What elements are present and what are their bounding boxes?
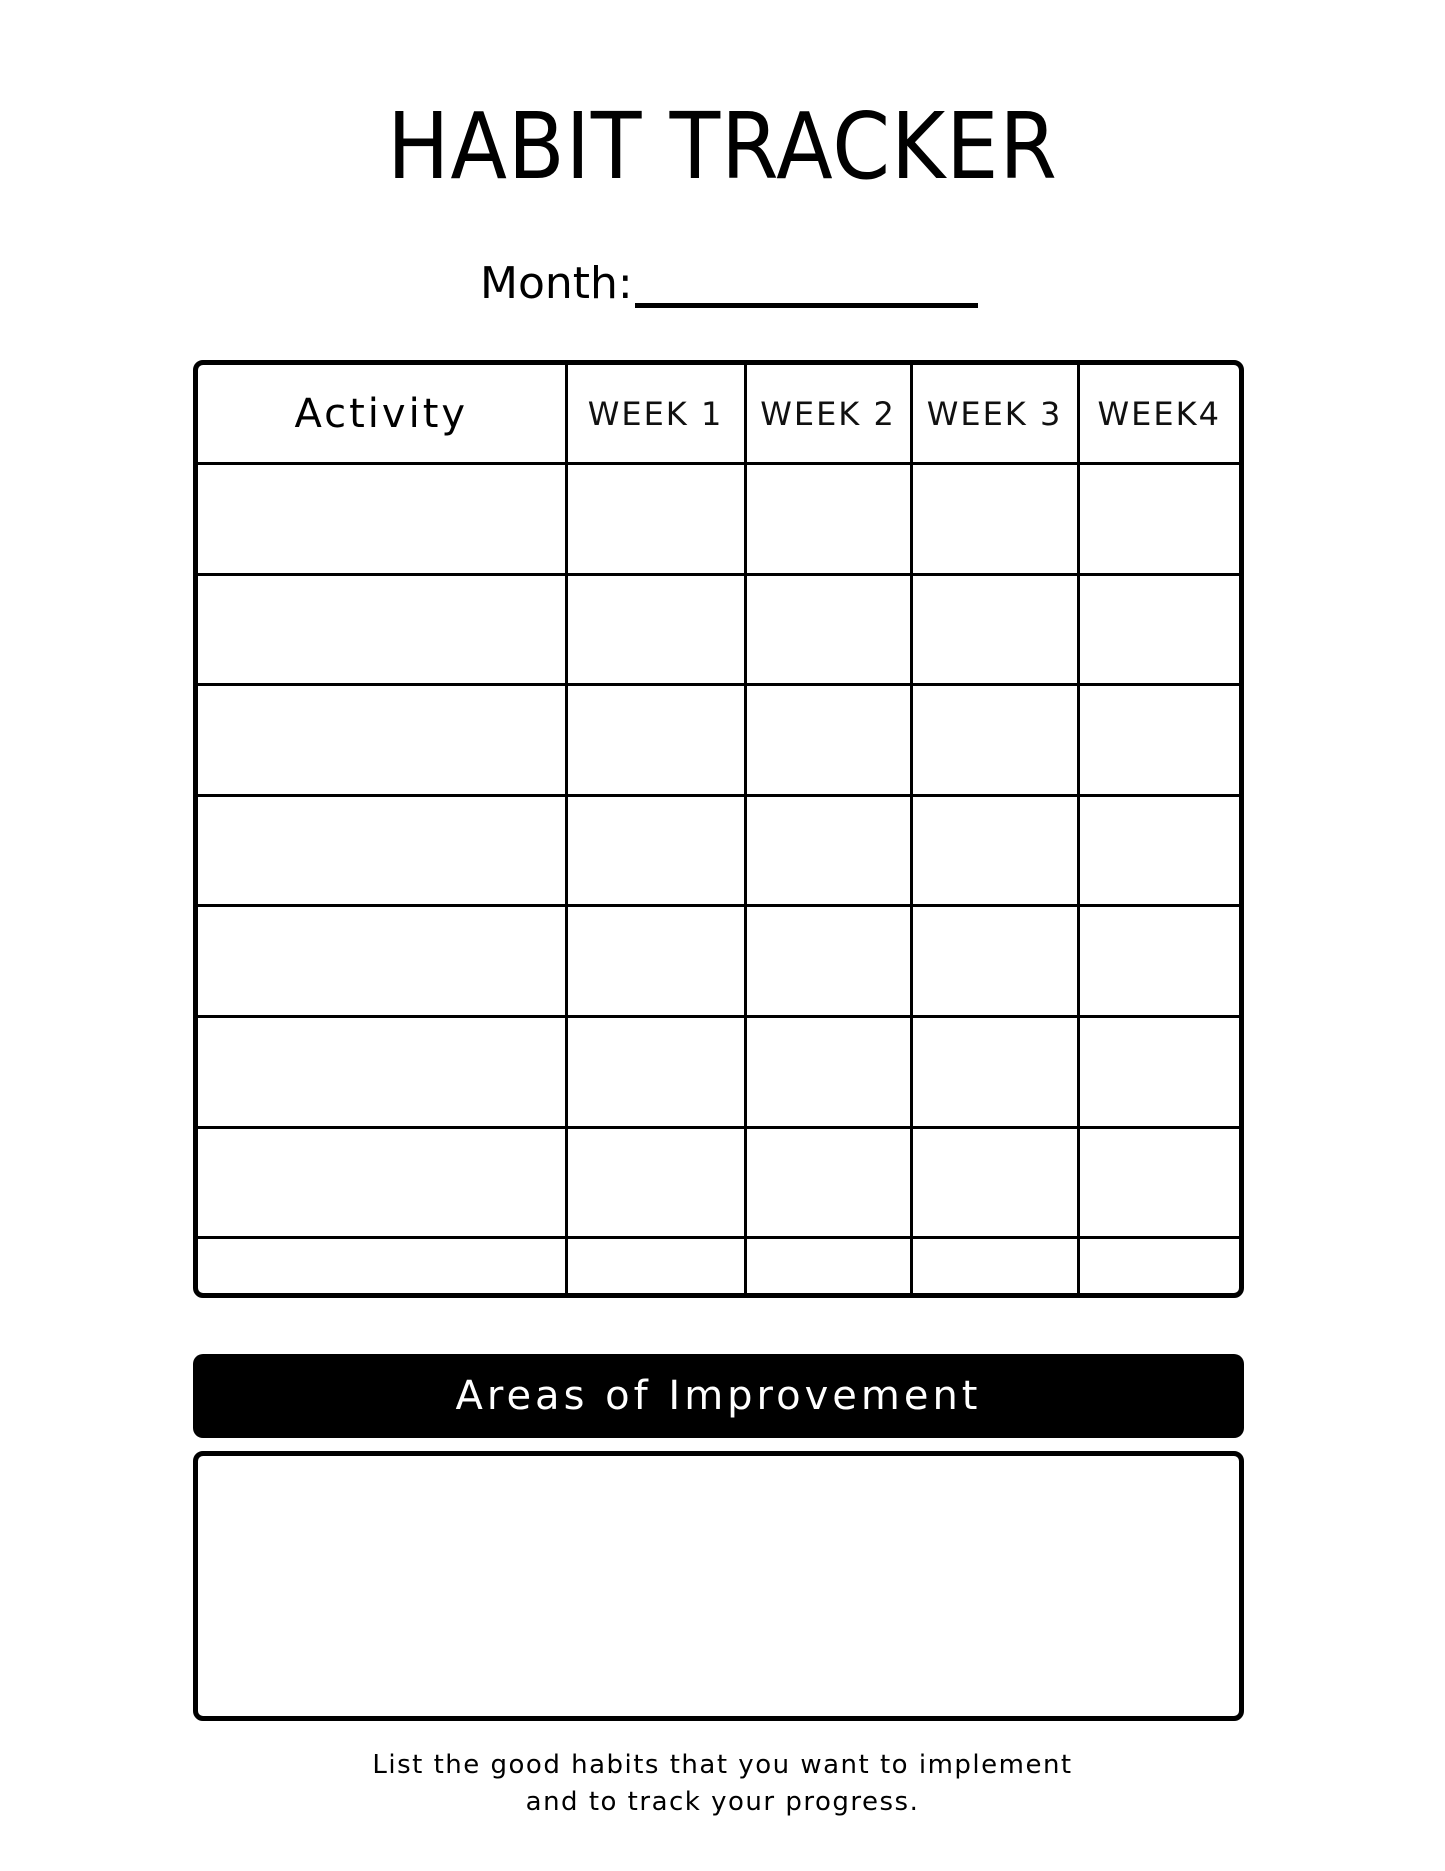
instructions-line-2: and to track your progress.	[525, 1787, 920, 1817]
cell-activity[interactable]	[198, 574, 566, 685]
header-row	[198, 365, 1239, 464]
cell-week-2[interactable]	[745, 574, 911, 685]
cell-week-2[interactable]	[745, 1016, 911, 1127]
cell-week-1[interactable]	[566, 574, 745, 685]
table-row	[198, 795, 1239, 906]
cell-week-1[interactable]	[566, 1016, 745, 1127]
cell-activity[interactable]	[198, 1016, 566, 1127]
column-header-week-3: WEEK 3	[911, 365, 1078, 464]
month-field	[480, 250, 978, 312]
table-row	[198, 1016, 1239, 1127]
cell-week-3[interactable]	[911, 906, 1078, 1017]
cell-week-4[interactable]	[1078, 1127, 1239, 1238]
cell-week-2[interactable]	[745, 1238, 911, 1293]
table-row	[198, 1127, 1239, 1238]
cell-week-4[interactable]	[1078, 574, 1239, 685]
column-header-activity: Activity	[198, 365, 566, 464]
table-row	[198, 574, 1239, 685]
cell-activity[interactable]	[198, 795, 566, 906]
cell-week-3[interactable]	[911, 464, 1078, 575]
cell-activity[interactable]	[198, 906, 566, 1017]
column-header-week-2: WEEK 2	[745, 365, 911, 464]
cell-week-3[interactable]	[911, 1238, 1078, 1293]
cell-week-1[interactable]	[566, 685, 745, 796]
instructions-line-1: List the good habits that you want to implement	[372, 1750, 1073, 1780]
cell-week-2[interactable]	[745, 906, 911, 1017]
page-title: HABIT TRACKER	[387, 93, 1058, 200]
month-input-line[interactable]	[635, 303, 978, 308]
cell-week-4[interactable]	[1078, 685, 1239, 796]
areas-of-improvement-heading: Areas of Improvement	[193, 1354, 1244, 1438]
cell-week-4[interactable]	[1078, 1016, 1239, 1127]
cell-week-2[interactable]	[745, 464, 911, 575]
tracker-grid	[198, 365, 1239, 1293]
cell-activity[interactable]	[198, 464, 566, 575]
cell-week-1[interactable]	[566, 464, 745, 575]
table-row	[198, 1238, 1239, 1293]
cell-activity[interactable]	[198, 1238, 566, 1293]
cell-week-3[interactable]	[911, 685, 1078, 796]
tracker-body	[198, 464, 1239, 1294]
cell-week-4[interactable]	[1078, 464, 1239, 575]
cell-week-3[interactable]	[911, 1016, 1078, 1127]
cell-week-3[interactable]	[911, 795, 1078, 906]
cell-week-1[interactable]	[566, 1127, 745, 1238]
cell-activity[interactable]	[198, 1127, 566, 1238]
table-row	[198, 464, 1239, 575]
cell-week-4[interactable]	[1078, 795, 1239, 906]
cell-week-2[interactable]	[745, 1127, 911, 1238]
month-label: Month:	[480, 258, 633, 309]
cell-week-1[interactable]	[566, 906, 745, 1017]
cell-week-4[interactable]	[1078, 906, 1239, 1017]
cell-week-4[interactable]	[1078, 1238, 1239, 1293]
improvement-notes-box[interactable]	[193, 1451, 1244, 1721]
cell-week-2[interactable]	[745, 685, 911, 796]
column-header-week-1: WEEK 1	[566, 365, 745, 464]
cell-week-3[interactable]	[911, 574, 1078, 685]
column-header-week-4: WEEK4	[1078, 365, 1239, 464]
cell-week-1[interactable]	[566, 1238, 745, 1293]
cell-activity[interactable]	[198, 685, 566, 796]
table-row	[198, 906, 1239, 1017]
cell-week-1[interactable]	[566, 795, 745, 906]
instructions	[0, 1747, 1445, 1821]
habit-tracker-table	[193, 360, 1244, 1298]
table-row	[198, 685, 1239, 796]
cell-week-2[interactable]	[745, 795, 911, 906]
cell-week-3[interactable]	[911, 1127, 1078, 1238]
